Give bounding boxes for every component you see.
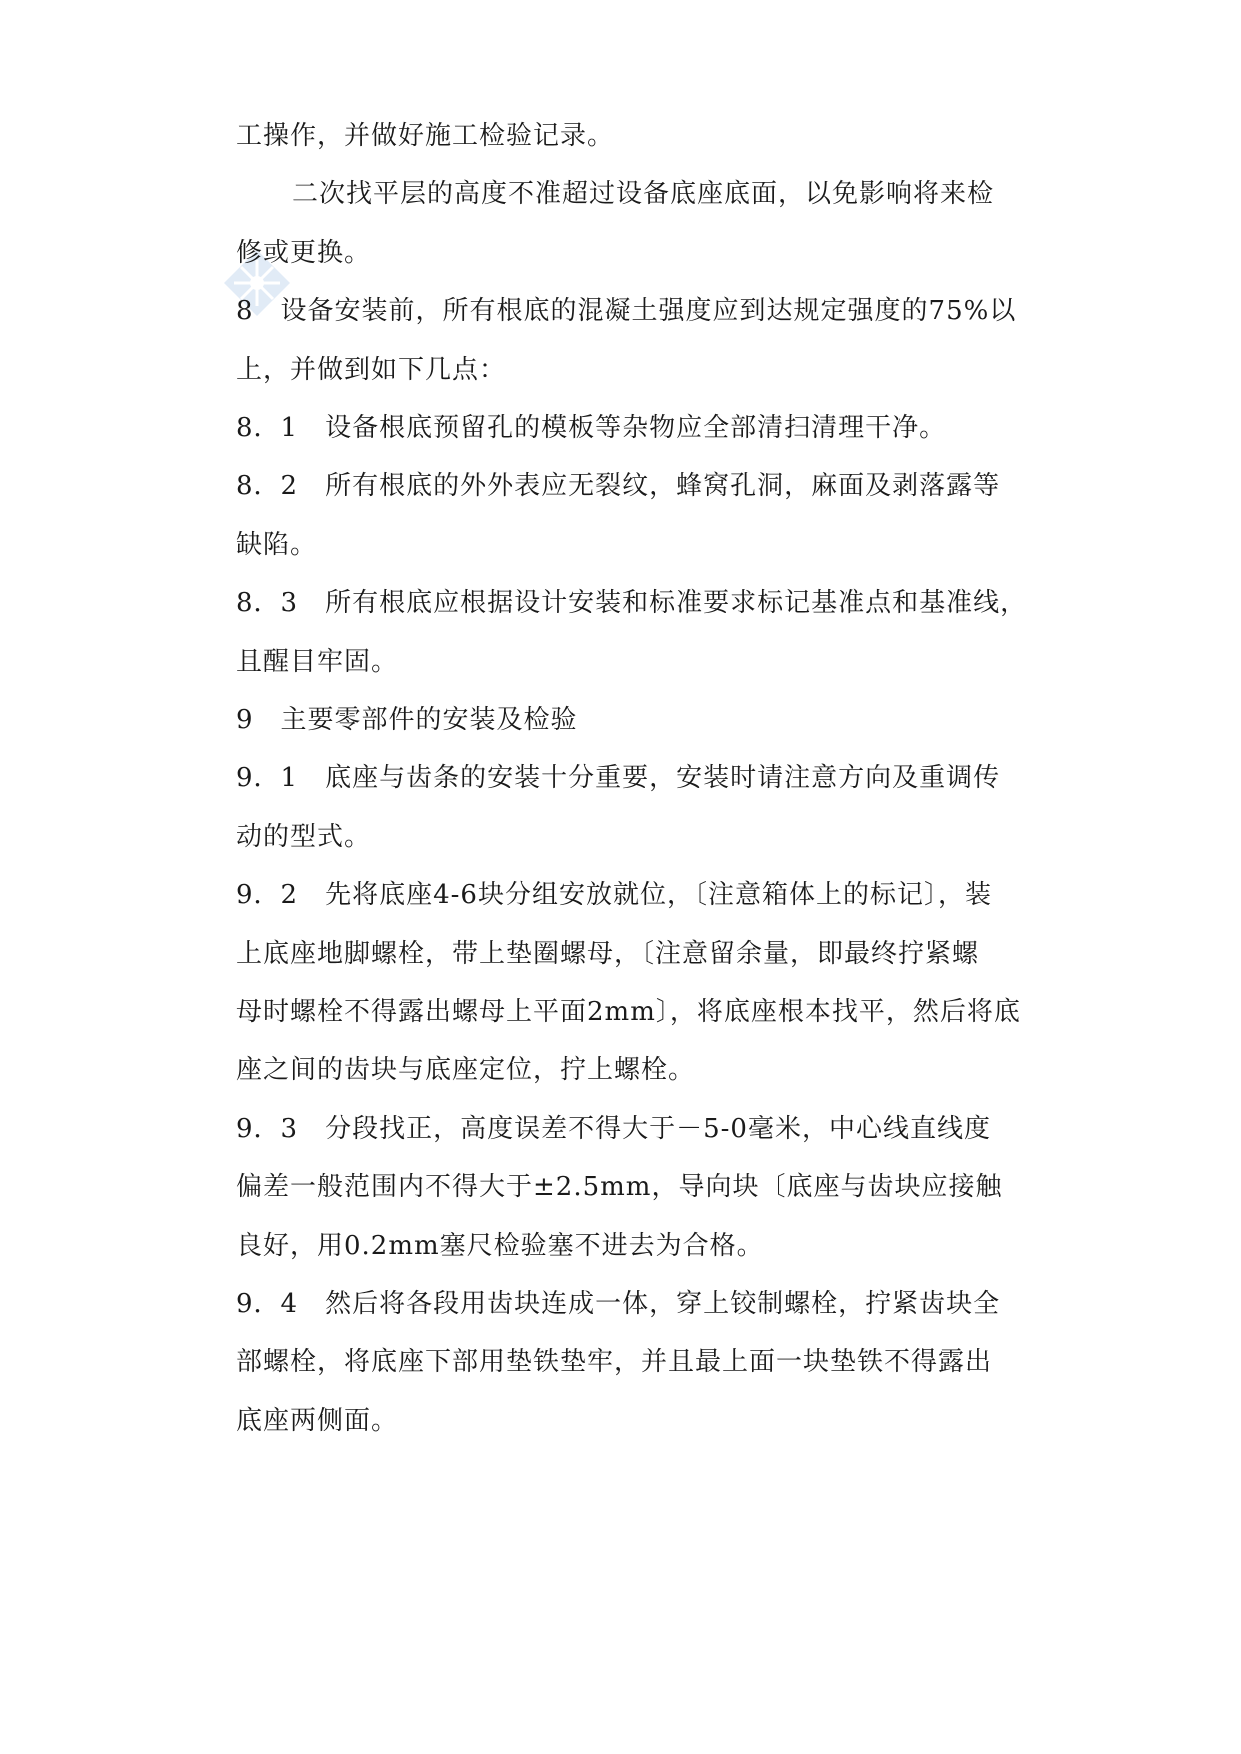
item-9-4: 9．4 然后将各段用齿块连成一体，穿上铰制螺栓，拧紧齿块全: [236, 1289, 1001, 1319]
text-line: 且醒目牢固。: [236, 647, 399, 677]
text-line: 缺陷。: [236, 530, 318, 560]
text-line: 底座两侧面。: [236, 1406, 399, 1436]
section-9-heading: 9 主要零部件的安装及检验: [236, 705, 578, 735]
text-line: 母时螺栓不得露出螺母上平面2mm〕，将底座根本找平，然后将底: [236, 997, 1021, 1027]
item-8-3: 8．3 所有根底应根据设计安装和标准要求标记基准点和基准线，: [236, 588, 1028, 618]
item-8-1: 8．1 设备根底预留孔的模板等杂物应全部清扫清理干净。: [236, 413, 947, 443]
item-9-3: 9．3 分段找正，高度误差不得大于－5-0毫米，中心线直线度: [236, 1114, 991, 1144]
text-line: 偏差一般范围内不得大于±2.5mm，导向块〔底座与齿块应接触: [236, 1172, 1003, 1202]
text-line: 工操作，并做好施工检验记录。: [236, 121, 615, 151]
text-line: 部螺栓，将底座下部用垫铁垫牢，并且最上面一块垫铁不得露出: [236, 1347, 993, 1377]
paragraph-first-line: 二次找平层的高度不准超过设备底座底面，以免影响将来检: [292, 179, 995, 209]
section-8-heading: 8 设备安装前，所有根底的混凝土强度应到达规定强度的75%以: [236, 296, 1017, 326]
item-9-2: 9．2 先将底座4-6块分组安放就位，〔注意箱体上的标记〕，装: [236, 880, 992, 910]
item-9-1: 9．1 底座与齿条的安装十分重要，安装时请注意方向及重调传: [236, 763, 1001, 793]
text-line: 动的型式。: [236, 822, 372, 852]
text-line: 修或更换。: [236, 238, 372, 268]
text-line: 上底座地脚螺栓，带上垫圈螺母，〔注意留余量，即最终拧紧螺: [236, 939, 980, 969]
text-line: 座之间的齿块与底座定位，拧上螺栓。: [236, 1055, 696, 1085]
text-line: 上，并做到如下几点：: [236, 355, 507, 385]
text-line: 良好，用0.2mm塞尺检验塞不进去为合格。: [236, 1231, 764, 1261]
item-8-2: 8．2 所有根底的外外表应无裂纹，蜂窝孔洞，麻面及剥落露等: [236, 471, 1001, 501]
